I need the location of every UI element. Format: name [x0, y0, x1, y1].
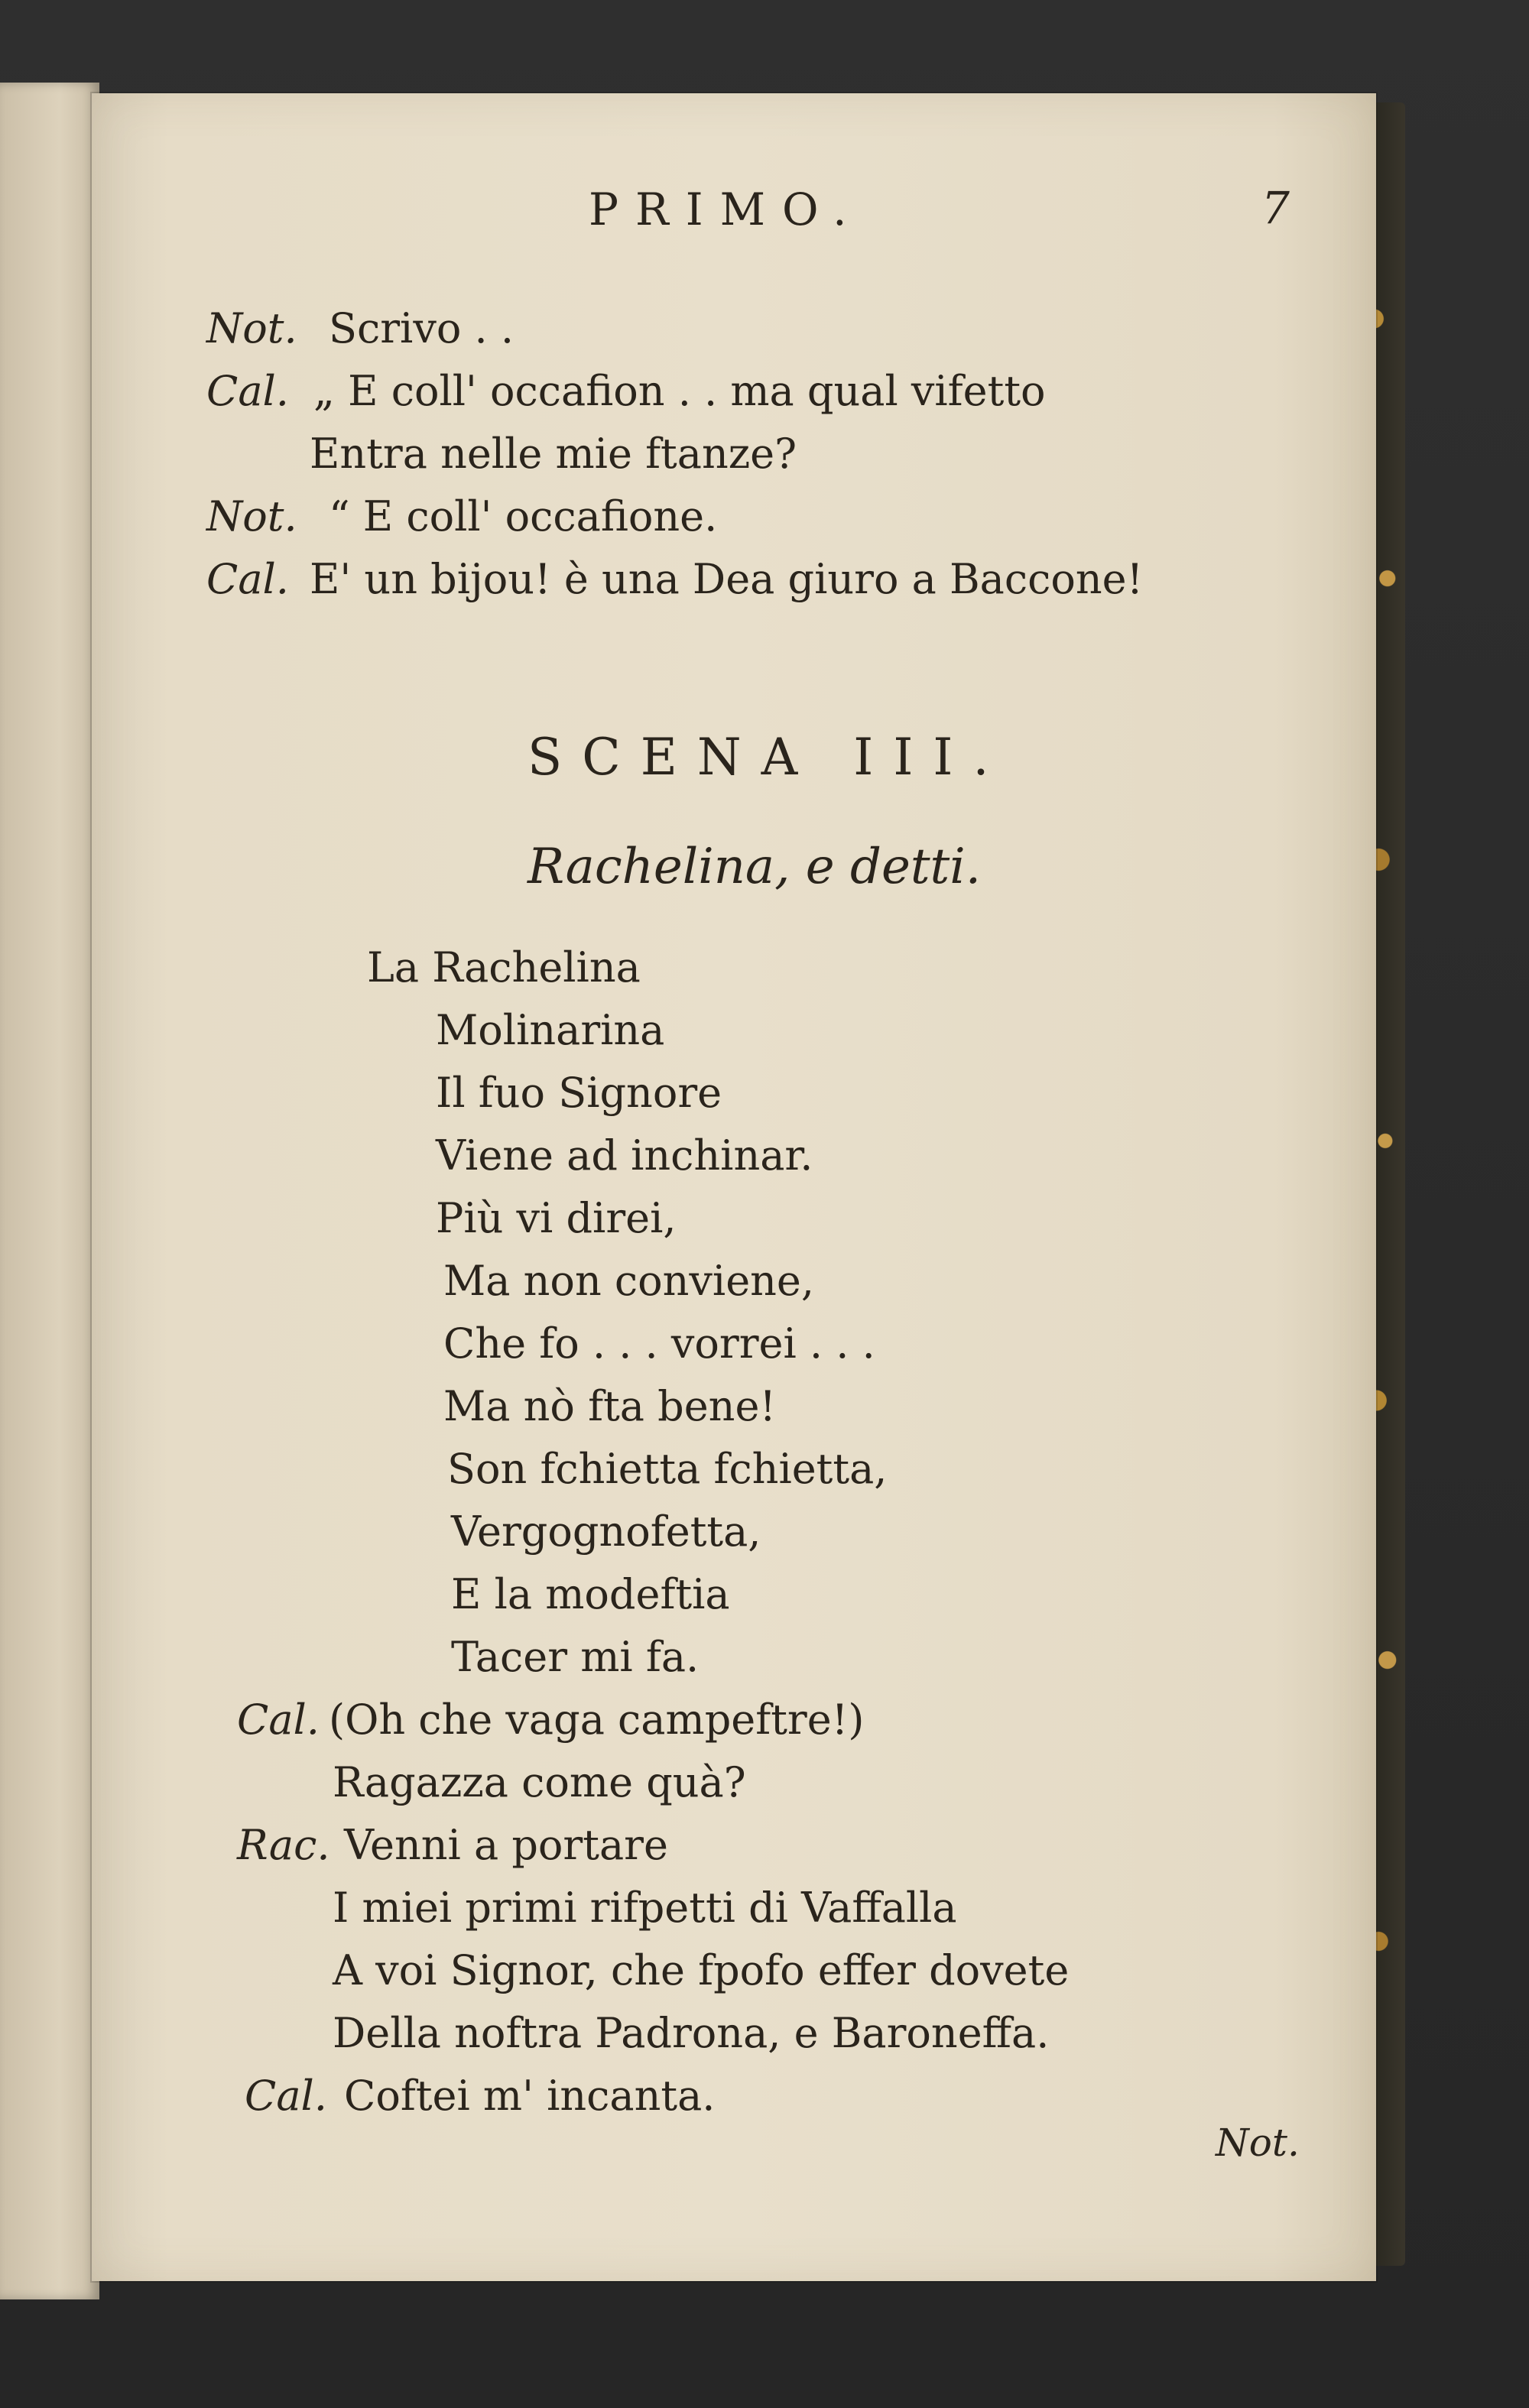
song-line: Vergognofetta, — [451, 1507, 761, 1556]
song-line: La Rachelina — [367, 943, 641, 991]
song-line: E la modeftia — [451, 1570, 730, 1618]
scene-title: SCENA III. — [528, 728, 1009, 787]
dialogue-line: (Oh che vaga campeftre!) — [329, 1696, 865, 1744]
song-line: Ma non conviene, — [443, 1257, 815, 1305]
song-line: Tacer mi fa. — [451, 1633, 700, 1681]
song-line: Ma nò fta bene! — [443, 1382, 777, 1430]
page-number: 7 — [1261, 182, 1290, 234]
speaker-label: Cal. — [206, 555, 289, 603]
facing-page-edge — [0, 83, 99, 2299]
running-head: PRIMO. — [589, 183, 864, 235]
speaker-label: Not. — [206, 304, 297, 352]
song-line: Che fo . . . vorrei . . . — [443, 1319, 875, 1368]
dialogue-line: Entra nelle mie ftanze? — [310, 430, 797, 478]
catchword: Not. — [1216, 2121, 1300, 2165]
book-page — [92, 93, 1376, 2281]
dialogue-line: Venni a portare — [344, 1821, 668, 1869]
scene-characters: Rachelina, e detti. — [528, 839, 982, 895]
song-line: Più vi direi, — [436, 1194, 677, 1242]
dialogue-line: Ragazza come quà? — [333, 1758, 746, 1806]
speaker-label: Cal. — [237, 1696, 320, 1744]
speaker-label: Rac. — [237, 1821, 330, 1869]
song-line: Son fchietta fchietta, — [447, 1445, 888, 1493]
dialogue-line: A voi Signor, che fpofo effer dovete — [333, 1946, 1070, 1994]
song-line: Viene ad inchinar. — [436, 1131, 813, 1180]
dialogue-line: Coftei m' incanta. — [344, 2072, 716, 2120]
song-line: Molinarina — [436, 1006, 665, 1054]
speaker-label: Cal. — [245, 2072, 327, 2120]
dialogue-line: E' un bijou! è una Dea giuro a Baccone! — [310, 555, 1144, 603]
dialogue-line: Della noftra Padrona, e Baroneffa. — [333, 2009, 1050, 2057]
dialogue-line: „ E coll' occafion . . ma qual vifetto — [313, 367, 1046, 415]
song-line: Il fuo Signore — [436, 1069, 722, 1117]
speaker-label: Not. — [206, 492, 297, 540]
speaker-label: Cal. — [206, 367, 289, 415]
dialogue-line: “ E coll' occafione. — [329, 492, 718, 540]
dialogue-line: I miei primi rifpetti di Vaffalla — [333, 1884, 957, 1932]
dialogue-line: Scrivo . . — [329, 304, 514, 352]
